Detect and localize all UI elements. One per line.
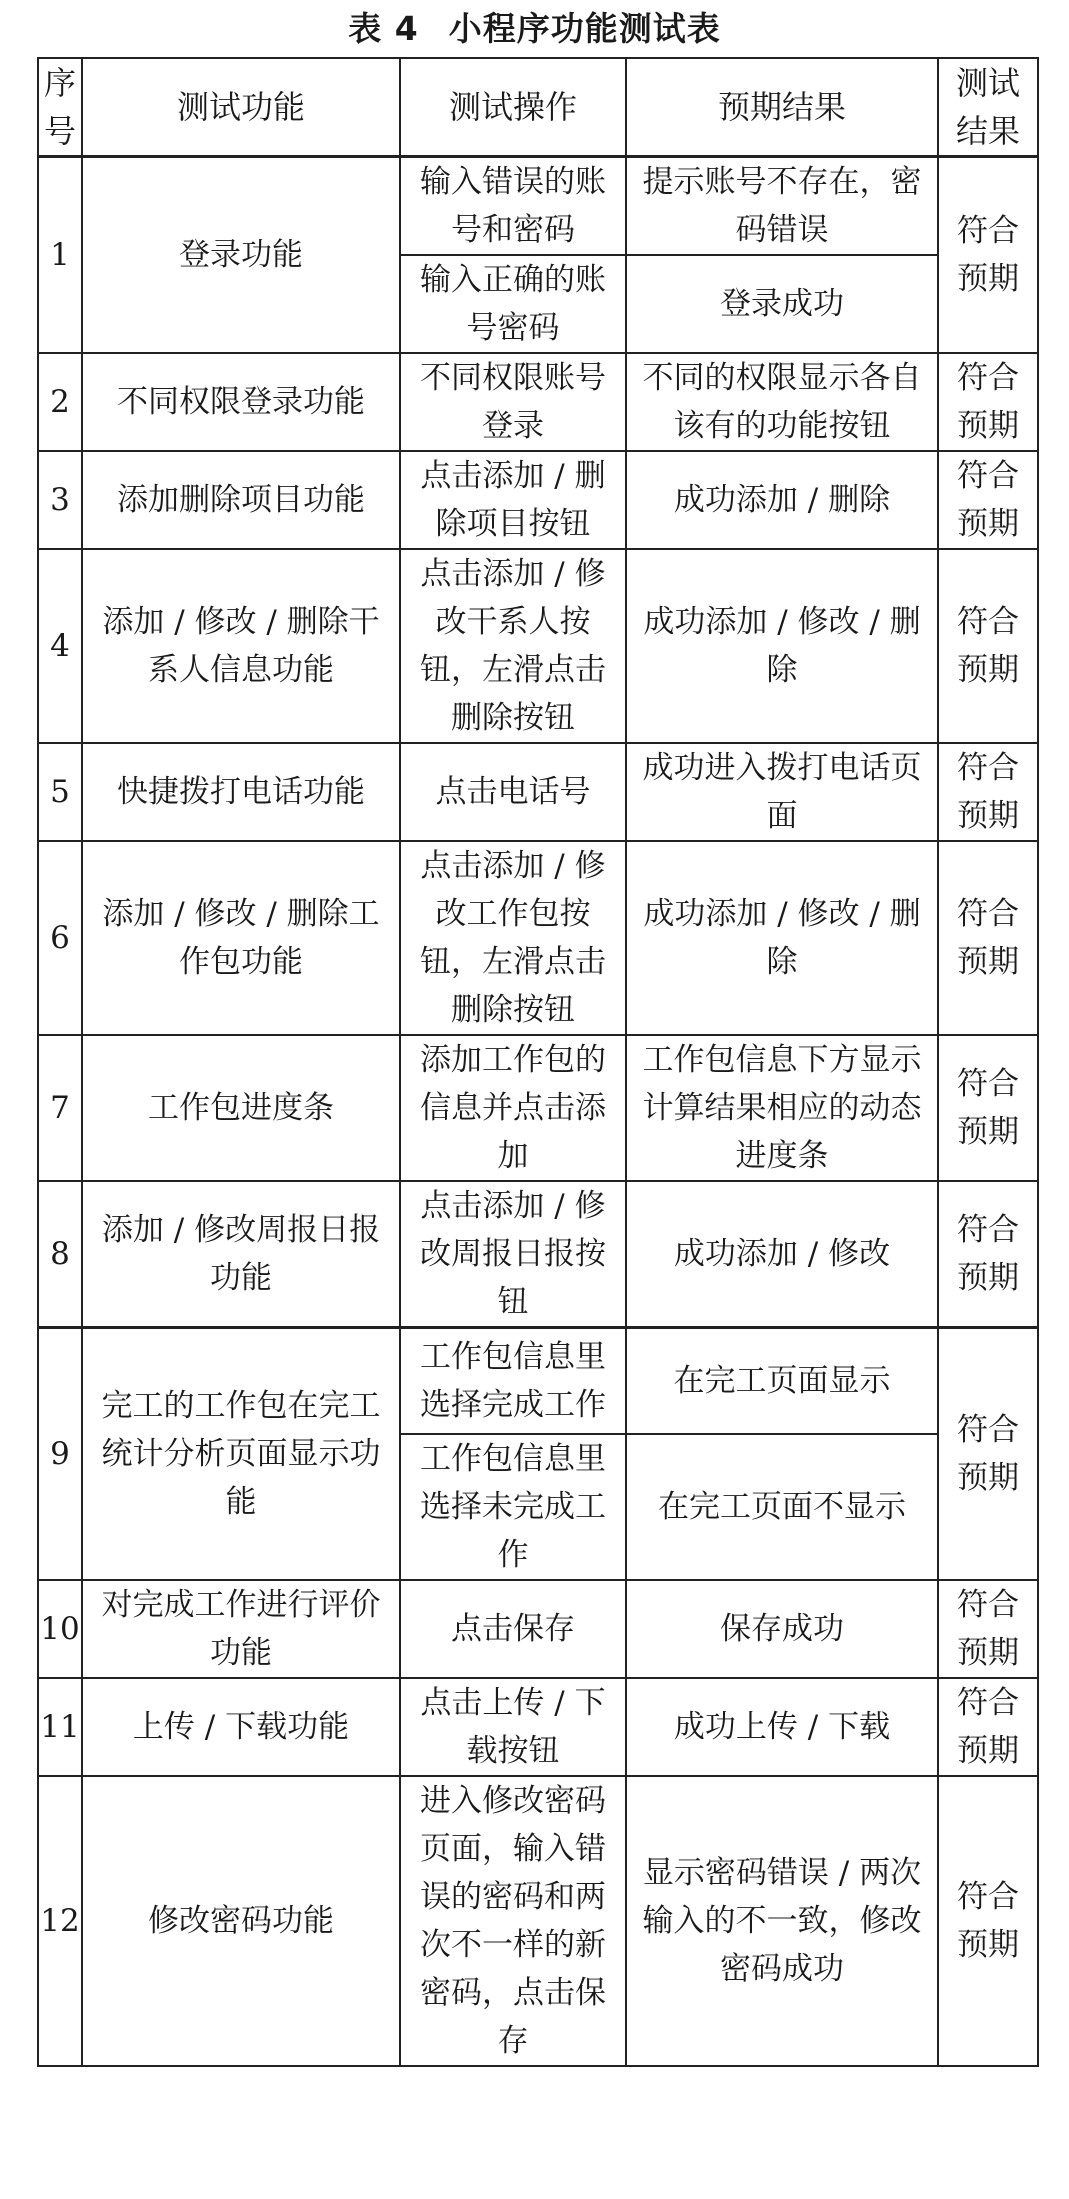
header-row: [38, 58, 1038, 157]
cell-no: 10: [38, 1580, 82, 1678]
cell-expected: 在完工页面不显示: [626, 1434, 938, 1580]
cell-expected: 成功添加 / 修改: [626, 1181, 938, 1328]
cell-no: 4: [38, 549, 82, 743]
cell-result: 符合预期: [938, 743, 1038, 841]
cell-no: 5: [38, 743, 82, 841]
cell-expected: 在完工页面显示: [626, 1328, 938, 1434]
cell-function: 快捷拨打电话功能: [82, 743, 400, 841]
cell-operation: 点击添加 / 删除项目按钮: [400, 451, 626, 549]
cell-result: 符合预期: [938, 451, 1038, 549]
cell-expected: 成功上传 / 下载: [626, 1678, 938, 1776]
cell-expected: 提示账号不存在，密码错误: [626, 157, 938, 256]
cell-no: 9: [38, 1328, 82, 1580]
cell-operation: 点击添加 / 修改干系人按钮，左滑点击删除按钮: [400, 549, 626, 743]
table-row: [38, 353, 1038, 451]
cell-result: 符合预期: [938, 353, 1038, 451]
header-function: 测试功能: [82, 58, 400, 157]
cell-operation: 点击添加 / 修改工作包按钮，左滑点击删除按钮: [400, 841, 626, 1035]
cell-expected: 成功添加 / 修改 / 删除: [626, 549, 938, 743]
cell-operation: 点击保存: [400, 1580, 626, 1678]
table-row: [38, 549, 1038, 743]
cell-function: 添加删除项目功能: [82, 451, 400, 549]
table-row: [38, 157, 1038, 256]
table-title: 小程序功能测试表: [448, 9, 721, 48]
cell-result: 符合预期: [938, 841, 1038, 1035]
cell-function: 工作包进度条: [82, 1035, 400, 1181]
table-number: 表 4: [348, 9, 419, 48]
cell-expected: 成功添加 / 修改 / 删除: [626, 841, 938, 1035]
table-row: [38, 1328, 1038, 1434]
cell-result: 符合预期: [938, 1678, 1038, 1776]
table-row: [38, 451, 1038, 549]
cell-expected: 成功进入拨打电话页面: [626, 743, 938, 841]
cell-function: 添加 / 修改 / 删除干系人信息功能: [82, 549, 400, 743]
cell-function: 添加 / 修改 / 删除工作包功能: [82, 841, 400, 1035]
cell-function: 修改密码功能: [82, 1776, 400, 2066]
header-result: 测试结果: [938, 58, 1038, 157]
cell-operation: 点击添加 / 修改周报日报按钮: [400, 1181, 626, 1328]
cell-operation: 点击电话号: [400, 743, 626, 841]
table-caption: [0, 6, 1069, 52]
header-expected: 预期结果: [626, 58, 938, 157]
table-row: [38, 743, 1038, 841]
cell-function: 登录功能: [82, 157, 400, 354]
cell-expected: 保存成功: [626, 1580, 938, 1678]
cell-result: 符合预期: [938, 1181, 1038, 1328]
cell-expected: 显示密码错误 / 两次输入的不一致，修改密码成功: [626, 1776, 938, 2066]
table-row: [38, 1035, 1038, 1181]
cell-operation: 不同权限账号登录: [400, 353, 626, 451]
cell-no: 6: [38, 841, 82, 1035]
table-body: [38, 157, 1038, 2066]
function-test-table: [37, 57, 1039, 2067]
cell-operation: 进入修改密码页面，输入错误的密码和两次不一样的新密码，点击保存: [400, 1776, 626, 2066]
cell-function: 添加 / 修改周报日报功能: [82, 1181, 400, 1328]
cell-no: 1: [38, 157, 82, 354]
cell-expected: 工作包信息下方显示计算结果相应的动态进度条: [626, 1035, 938, 1181]
cell-operation: 工作包信息里选择未完成工作: [400, 1434, 626, 1580]
table-row: [38, 1678, 1038, 1776]
cell-no: 12: [38, 1776, 82, 2066]
cell-expected: 不同的权限显示各自该有的功能按钮: [626, 353, 938, 451]
cell-no: 3: [38, 451, 82, 549]
cell-no: 11: [38, 1678, 82, 1776]
table-row: [38, 841, 1038, 1035]
table-row: [38, 1580, 1038, 1678]
cell-result: 符合预期: [938, 1035, 1038, 1181]
cell-no: 7: [38, 1035, 82, 1181]
cell-operation: 输入正确的账号密码: [400, 255, 626, 353]
table-row: [38, 1181, 1038, 1328]
cell-result: 符合预期: [938, 1328, 1038, 1580]
cell-result: 符合预期: [938, 157, 1038, 354]
header-operation: 测试操作: [400, 58, 626, 157]
cell-function: 上传 / 下载功能: [82, 1678, 400, 1776]
table-row: [38, 1776, 1038, 2066]
cell-result: 符合预期: [938, 549, 1038, 743]
cell-expected: 登录成功: [626, 255, 938, 353]
cell-expected: 成功添加 / 删除: [626, 451, 938, 549]
cell-no: 2: [38, 353, 82, 451]
cell-operation: 点击上传 / 下载按钮: [400, 1678, 626, 1776]
cell-operation: 输入错误的账号和密码: [400, 157, 626, 256]
cell-result: 符合预期: [938, 1580, 1038, 1678]
cell-function: 不同权限登录功能: [82, 353, 400, 451]
cell-operation: 工作包信息里选择完成工作: [400, 1328, 626, 1434]
cell-no: 8: [38, 1181, 82, 1328]
cell-function: 对完成工作进行评价功能: [82, 1580, 400, 1678]
cell-operation: 添加工作包的信息并点击添加: [400, 1035, 626, 1181]
cell-function: 完工的工作包在完工统计分析页面显示功能: [82, 1328, 400, 1580]
cell-result: 符合预期: [938, 1776, 1038, 2066]
header-no: 序号: [38, 58, 82, 157]
